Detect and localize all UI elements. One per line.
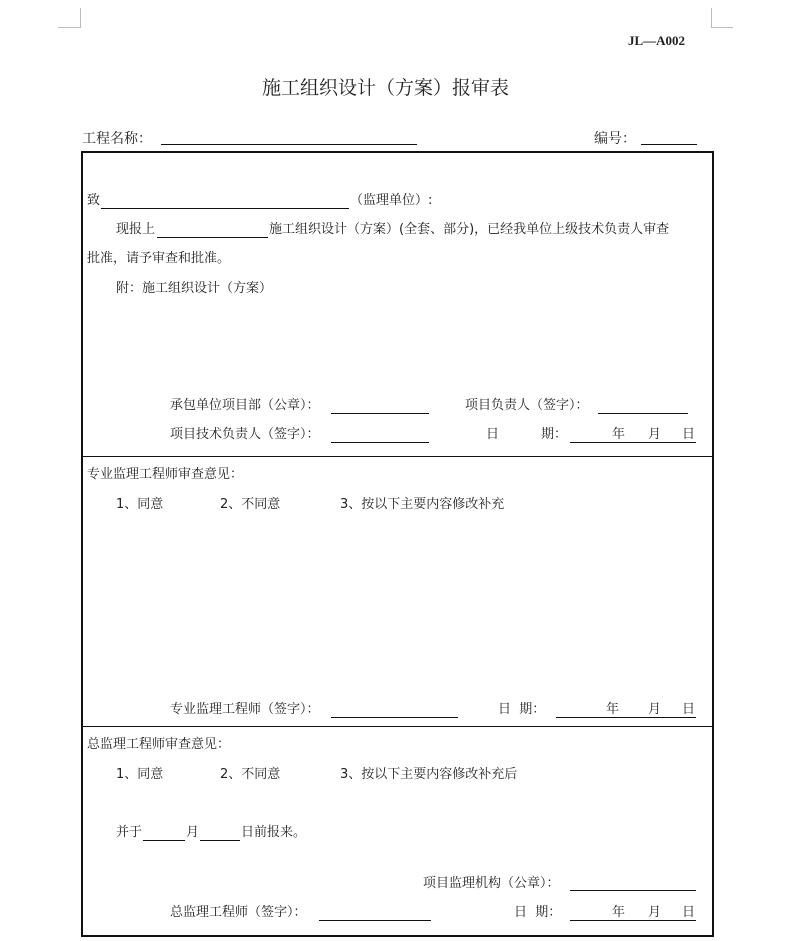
section-divider [83,726,712,727]
specialist-date-day: 日 [682,702,696,717]
date-day: 日 [682,427,696,442]
form-number-field[interactable] [641,144,697,145]
chief-date-field[interactable] [570,920,696,921]
resubmit-month-field[interactable] [143,840,185,841]
supervision-org-seal-label: 项目监理机构（公章）： [423,876,560,891]
contractor-seal-label: 承包单位项目部（公章）： [170,398,320,413]
supervision-unit-label: （监理单位）: [350,193,433,208]
corner-mark-top-left [80,8,81,28]
chief-review-title: 总监理工程师审查意见： [87,737,231,752]
corner-mark-top-right [711,8,712,28]
specialist-option-revise[interactable]: 3、按以下主要内容修改补充 [340,497,505,512]
project-manager-signature-field[interactable] [598,413,688,414]
chief-date-month: 月 [648,905,662,920]
chief-option-disagree[interactable]: 2、不同意 [220,767,281,782]
submission-prefix: 现报上 [116,222,156,237]
project-name-label: 工程名称： [82,131,152,147]
specialist-option-agree[interactable]: 1、同意 [116,497,164,512]
chief-engineer-label: 总监理工程师（签字）： [170,905,307,920]
date-month: 月 [648,427,662,442]
resubmit-month-label: 月 [186,825,200,840]
section-divider [83,456,712,457]
date-year: 年 [612,427,626,442]
tech-lead-signature-field[interactable] [331,442,429,443]
resubmit-day-field[interactable] [200,840,240,841]
specialist-engineer-label: 专业监理工程师（签字）： [170,702,320,717]
chief-option-revise[interactable]: 3、按以下主要内容修改补充后 [340,767,518,782]
submission-text-line2: 批准，请予审查和批准。 [87,251,231,266]
specialist-date-year: 年 [606,702,620,717]
tech-lead-label: 项目技术负责人（签字）： [170,427,320,442]
project-manager-label: 项目负责人（签字）： [465,398,589,413]
supervision-unit-field[interactable] [101,208,349,209]
chief-date-year: 年 [612,905,626,920]
form-code: JL—A002 [628,33,686,48]
project-field[interactable] [157,237,268,238]
specialist-engineer-signature-field[interactable] [331,717,458,718]
chief-option-agree[interactable]: 1、同意 [116,767,164,782]
chief-engineer-signature-field[interactable] [319,920,431,921]
date-label-char1: 日 [486,427,500,442]
resubmit-prefix: 并于 [116,825,143,840]
project-name-field[interactable] [161,144,417,145]
form-table [81,151,714,937]
to-prefix: 致 [87,193,101,208]
chief-date-label: 日 期： [514,905,562,920]
chief-date-day: 日 [682,905,696,920]
form-number-label: 编号： [594,131,636,147]
specialist-review-title: 专业监理工程师审查意见： [87,467,244,482]
corner-mark-top-left [58,27,80,28]
submission-text-line1: 施工组织设计（方案）(全套、部分)，已经我单位上级技术负责人审查 [269,222,670,237]
specialist-option-disagree[interactable]: 2、不同意 [220,497,281,512]
resubmit-suffix: 日前报来。 [241,825,307,840]
corner-mark-top-right [711,27,733,28]
specialist-date-field[interactable] [556,717,696,718]
specialist-date-month: 月 [648,702,662,717]
attachment-note: 附：施工组织设计（方案） [116,281,273,296]
supervision-org-seal-field[interactable] [570,890,696,891]
contractor-seal-field[interactable] [331,413,429,414]
date-field[interactable] [570,442,696,443]
page-title: 施工组织设计（方案）报审表 [262,77,510,99]
specialist-date-label: 日 期： [498,702,546,717]
date-label-char2: 期： [541,427,568,442]
